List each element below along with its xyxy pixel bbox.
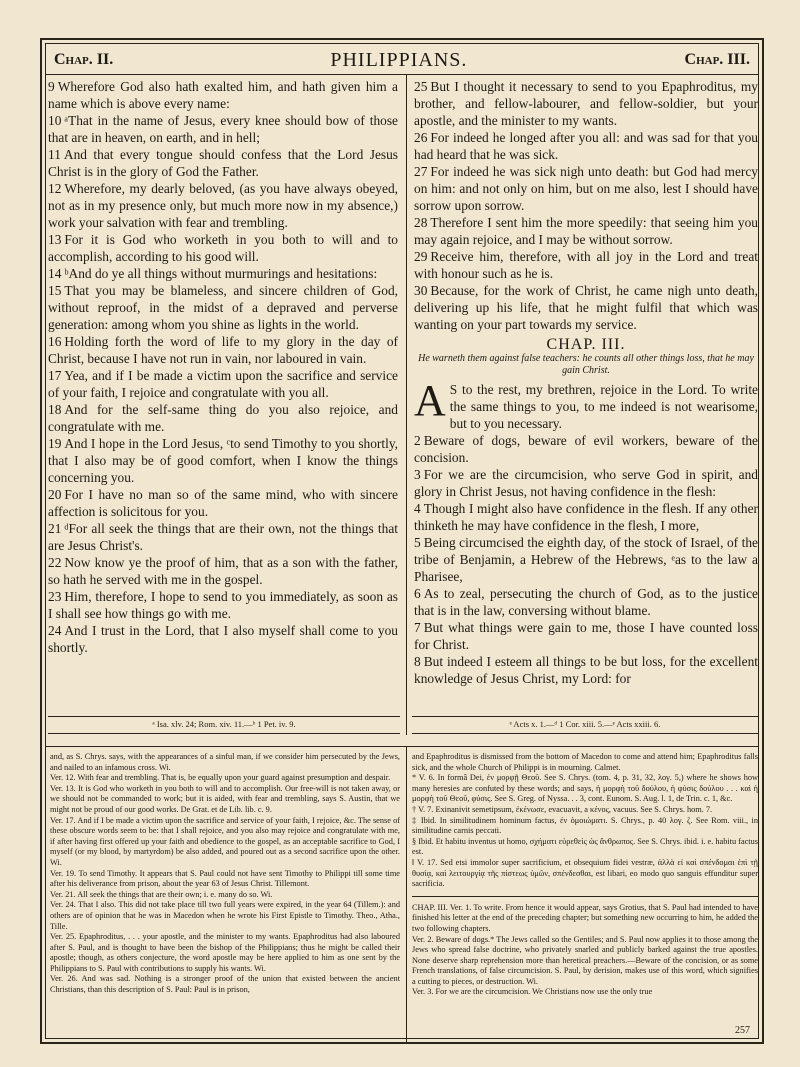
right-column (414, 78, 758, 687)
verse-text: For indeed he longed after you all: and was sad for that you had heard that he was sick. (414, 130, 758, 162)
verse-text: And I hope in the Lord Jesus, ᶜto send Timothy to you shortly, that I also may be of good comfort, when I know the things concerning you. (48, 436, 398, 485)
verse-number: 6 (414, 586, 421, 601)
verse-number: 4 (414, 501, 421, 516)
verse (48, 367, 398, 401)
left-column (48, 78, 398, 656)
page-frame (40, 38, 764, 1044)
verse-text: Yea, and if I be made a victim upon the sacrifice and service of your faith, I rejoice and congratulate with you all. (48, 368, 398, 400)
notes-divider (406, 747, 407, 1043)
verse (48, 401, 398, 435)
commentary-paragraph: Ver. 24. That I also. This did not take place till two full years were expired, in the year 64 (Tillem.): and others are of opinion that he was in Macedon when he wrote his First Epistle to Timothy. Theo., Atha., Tille. (50, 900, 400, 931)
verse-text: ᵈFor all seek the things that are their own, not the things that are Jesus Christ's. (48, 521, 398, 553)
cross-references-left: ᵃ Isa. xlv. 24; Rom. xiv. 11.—ᵇ 1 Pet. iv. 9. (48, 716, 400, 734)
verse-text: For it is God who worketh in you both to will and to accomplish, according to his good will. (48, 232, 398, 264)
header-chapter-left: Chap. II. (54, 51, 114, 68)
header-chapter-right: Chap. III. (684, 51, 750, 68)
running-header (54, 46, 750, 74)
verse (414, 248, 758, 282)
page-number: 257 (735, 1025, 750, 1036)
chapter-summary: He warneth them against false teachers: he counts all other things loss, that he may gain Christ. (418, 353, 754, 376)
verse-number: 10 (48, 113, 62, 128)
verse-number: 11 (48, 147, 61, 162)
header-rule (46, 74, 758, 75)
verse (414, 214, 758, 248)
verse-number: 30 (414, 283, 428, 298)
verse (48, 486, 398, 520)
verse (48, 112, 398, 146)
commentary-paragraph: Ver. 2. Beware of dogs.* The Jews called so the Gentiles; and S. Paul now applies it to those among the Jews who spread false doctrine, who privately snarled and publicly barked against the true apostles. None deserve sharp reprehension more than heretical preachers.—Beware of the concision, or as some French translations, of false circumcision. S. Paul, by derision, makes use of this word, which signifies a cutting to pieces, or destruction. Wi. (412, 934, 758, 986)
commentary-paragraph: § Ibid. Et habitu inventus ut homo, σχήματι εὑρεθεὶς ὡς ἄνθρωπος. See S. Chrys. ibid. i. e. habitu factus est. (412, 836, 758, 857)
commentary-rule (412, 896, 758, 897)
verse (414, 129, 758, 163)
verse-text: Beware of dogs, beware of evil workers, beware of the concision. (414, 433, 758, 465)
commentary-right (412, 752, 758, 998)
column-divider (406, 75, 407, 735)
verse-text: Him, therefore, I hope to send to you immediately, as soon as I shall see how things go with me. (48, 589, 398, 621)
verse-text: Wherefore, my dearly beloved, (as you have always obeyed, not as in my presence only, but much more now in my absence,) work your salvation with fear and trembling. (48, 181, 398, 230)
verse-text: And for the self-same thing do you also rejoice, and congratulate with me. (48, 402, 398, 434)
verse-text: ᵃThat in the name of Jesus, every knee should bow of those that are in heaven, on earth, and in hell; (48, 113, 398, 145)
verse-text: But what things were gain to me, those I have counted loss for Christ. (414, 620, 758, 652)
verse-number: 2 (414, 433, 421, 448)
verse-number: 21 (48, 521, 62, 536)
commentary-paragraph: Ver. 26. And was sad. Nothing is a stronger proof of the union that existed between the ancient Christians, than this description of S. Paul: Paul is in prison, (50, 974, 400, 995)
drop-cap: A (414, 376, 446, 425)
verse-number: 3 (414, 467, 421, 482)
verse (414, 163, 758, 214)
commentary-paragraph: Ver. 13. It is God who worketh in you both to will and to accomplish. Our free-will is not taken away, or we should not be commanded to work; but it is aided, with fear and trembling, says S. Austin, that we might not be proud of our good works. De Grat. et de Lib. lib. c. 9. (50, 783, 400, 814)
verse (48, 231, 398, 265)
verse (48, 180, 398, 231)
verse (414, 78, 758, 129)
verse (414, 619, 758, 653)
verse-text: For I have no man so of the same mind, who with sincere affection is solicitous for you. (48, 487, 398, 519)
verse (414, 432, 758, 466)
commentary-paragraph: ‡ Ibid. In similitudinem hominum factus, ἐν ὁμοιώματι. S. Chrys., p. 40 λογ. ζ. See Rom. viii., in similitudine carnis peccati. (412, 815, 758, 836)
verse-number: 5 (414, 535, 421, 550)
verse-number: 14 (48, 266, 62, 281)
verse-number: 24 (48, 623, 62, 638)
verse-text: And I trust in the Lord, that I also myself shall come to you shortly. (48, 623, 398, 655)
verse (414, 534, 758, 585)
verse-text: ᵇAnd do ye all things without murmurings and hesitations: (64, 266, 378, 281)
commentary-paragraph: and, as S. Chrys. says, with the appearances of a sinful man, if we consider him persecuted by the Jews, and nailed to an infamous cross. Wi. (50, 752, 400, 772)
verse-number: 19 (48, 436, 62, 451)
verse (414, 466, 758, 500)
verse (48, 333, 398, 367)
verse-text: That you may be blameless, and sincere children of God, without reproof, in the midst of a depraved and perverse generation: among whom you shine as lights in the world. (48, 283, 398, 332)
verse-text: Because, for the work of Christ, he came nigh unto death, delivering up his life, that he might fulfil that which was wanting on your part towards my service. (414, 283, 758, 332)
chapter-heading: CHAP. III. (546, 336, 626, 353)
verse-number: 7 (414, 620, 421, 635)
verse-number: 12 (48, 181, 62, 196)
verse-number: 20 (48, 487, 62, 502)
header-title: PHILIPPIANS. (330, 48, 468, 71)
commentary-paragraph: Ver. 19. To send Timothy. It appears that S. Paul could not have sent Timothy to Philippi till some time after his deliverance from prison, about the year 63 of Jesus Christ. Tillemont. (50, 868, 400, 889)
verse-number: 29 (414, 249, 428, 264)
verse-text: As to zeal, persecuting the church of God, as to the justice that is in the law, conversing without blame. (414, 586, 758, 618)
chapter-first-verse (414, 376, 758, 432)
verse (48, 265, 398, 282)
verse-text: But I thought it necessary to send to you Epaphroditus, my brother, and fellow-labourer, and fellow-soldier, but your apostle, and the minister to my wants. (414, 79, 758, 128)
verse (48, 146, 398, 180)
verse-text: Though I might also have confidence in the flesh. If any other thinketh he may have confidence in the flesh, I more, (414, 501, 758, 533)
verse (414, 282, 758, 333)
verse (414, 500, 758, 534)
verse-number: 25 (414, 79, 428, 94)
commentary-paragraph: Ver. 17. And if I be made a victim upon the sacrifice and service of your faith, I rejoice, &c. The sense of these obscure words seem to be: that I shall rejoice, and you also may rejoice and congratulate with me, if after having first offered up your faith and obedience to the gospel, as an acceptable sacrifice to God, I myself (or my blood, by martyrdom) be also added, and poured out as a second sacrifice upon the other. Wi. (50, 815, 400, 867)
commentary-paragraph: * V. 6. In formâ Dei, ἐν μορφῇ Θεοῦ. See S. Chrys. (tom. 4, p. 31, 32, λογ. 5,) where he shows how many heresies are confuted by these words; and says, ἡ μορφὴ τοῦ δούλου, ἡ φύσις δούλου . . . καὶ ἡ μορφὴ τοῦ Θεοῦ, φύσις. See S. Greg. of Nyssa. . . 3, cont. Eunom. S. Aug. l. 1, de Trin. c. 1, &c. (412, 773, 758, 804)
commentary-paragraph: Ver. 12. With fear and trembling. That is, be equally upon your guard against presumption and despair. (50, 773, 391, 783)
verse-number: 9 (48, 79, 55, 94)
verse-number: 17 (48, 368, 62, 383)
commentary-paragraph: Ver. 25. Epaphroditus, . . . your apostle, and the minister to my wants. Epaphroditus had also laboured after S. Paul, and is thought to have been the bishop of the Philippians; thus he might be called their apostle; though, as others conjecture, the word apostle may be here applied to him as one sent by the Philippians to S. Paul with contributions to supply his wants. Wi. (50, 932, 400, 973)
verse (48, 78, 398, 112)
verse-number: 28 (414, 215, 428, 230)
cross-references-right: ᵉ Acts x. 1.—ᵈ 1 Cor. xiii. 5.—ᵉ Acts xxiii. 6. (412, 716, 758, 734)
commentary-paragraph: and Epaphroditus is dismissed from the bottom of Macedon to come and attend him; Epaphroditus falls sick, and the whole Church of Philippi is in mourning. Calmet. (412, 752, 758, 772)
verse-text: For indeed he was sick nigh unto death: but God had mercy on him: and not only on him, but on me also, lest I should have sorrow upon sorrow. (414, 164, 758, 213)
verse-text: But indeed I esteem all things to be but loss, for the excellent knowledge of Jesus Christ, my Lord: for (414, 654, 758, 686)
verse-number: 26 (414, 130, 428, 145)
verse-number: 16 (48, 334, 62, 349)
verse-number: 22 (48, 555, 62, 570)
verse (48, 282, 398, 333)
verse-number: 8 (414, 654, 421, 669)
verse (48, 622, 398, 656)
verse-number: 18 (48, 402, 62, 417)
verse-number: 15 (48, 283, 62, 298)
verse-number: 13 (48, 232, 62, 247)
verse-number: 23 (48, 589, 62, 604)
verse-number: 27 (414, 164, 428, 179)
verse-text: Wherefore God also hath exalted him, and hath given him a name which is above every name: (48, 79, 398, 111)
verse-text: Being circumcised the eighth day, of the stock of Israel, of the tribe of Benjamin, a Hebrew of the Hebrews, ᵉas to the law a Pharisee, (414, 535, 758, 584)
commentary-paragraph: Ver. 21. All seek the things that are their own; i. e. many do so. Wi. (50, 889, 273, 899)
verse-text: For we are the circumcision, who serve God in spirit, and glory in Christ Jesus, not having confidence in the flesh: (414, 467, 758, 499)
commentary-paragraph: † V. 7. Exinanivit semetipsum, ἐκένωσε, evacuavit, a κένος, vacuus. See S. Chrys. hom. 7. (412, 804, 713, 814)
first-verse-text: S to the rest, my brethren, rejoice in the Lord. To write the same things to you, to me indeed is not wearisome, but to you necessary. (449, 382, 758, 431)
verse (48, 435, 398, 486)
verse-text: Therefore I sent him the more speedily: that seeing him you may again rejoice, and I may be without sorrow. (414, 215, 758, 247)
verse-text: And that every tongue should confess that the Lord Jesus Christ is in the glory of God the Father. (48, 147, 398, 179)
verse-text: Now know ye the proof of him, that as a son with the father, so hath he served with me in the gospel. (48, 555, 398, 587)
commentary-paragraph: ‖ V. 17. Sed etsi immolor super sacrificium, et obsequium fidei vestræ, ἀλλὰ εἰ καὶ σπένδομαι ἐπὶ τῇ θυσίᾳ, καὶ λειτουργίᾳ τῆς πίστεως ὑμῶν, σπένδεσθαι, est libari, eo modo quo sanguis effunditur super sacrificia. (412, 857, 758, 889)
verse (414, 653, 758, 687)
verse-text: Holding forth the word of life to my glory in the day of Christ, because I have not run in vain, nor laboured in vain. (48, 334, 398, 366)
verse (48, 554, 398, 588)
commentary-paragraph: Ver. 3. For we are the circumcision. We Christians now use the only true (412, 987, 653, 997)
verse (414, 585, 758, 619)
verse (48, 520, 398, 554)
verse (48, 588, 398, 622)
commentary-paragraph: CHAP. III. Ver. 1. To write. From hence it would appear, says Grotius, that S. Paul had intended to have finished his letter at the end of the preceding chapter; but something new occurring to him, he added the two following chapters. (412, 902, 758, 933)
verse-text: Receive him, therefore, with all joy in the Lord and treat with honour such as he is. (414, 249, 758, 281)
commentary-left (50, 752, 400, 996)
notes-rule (46, 746, 758, 747)
